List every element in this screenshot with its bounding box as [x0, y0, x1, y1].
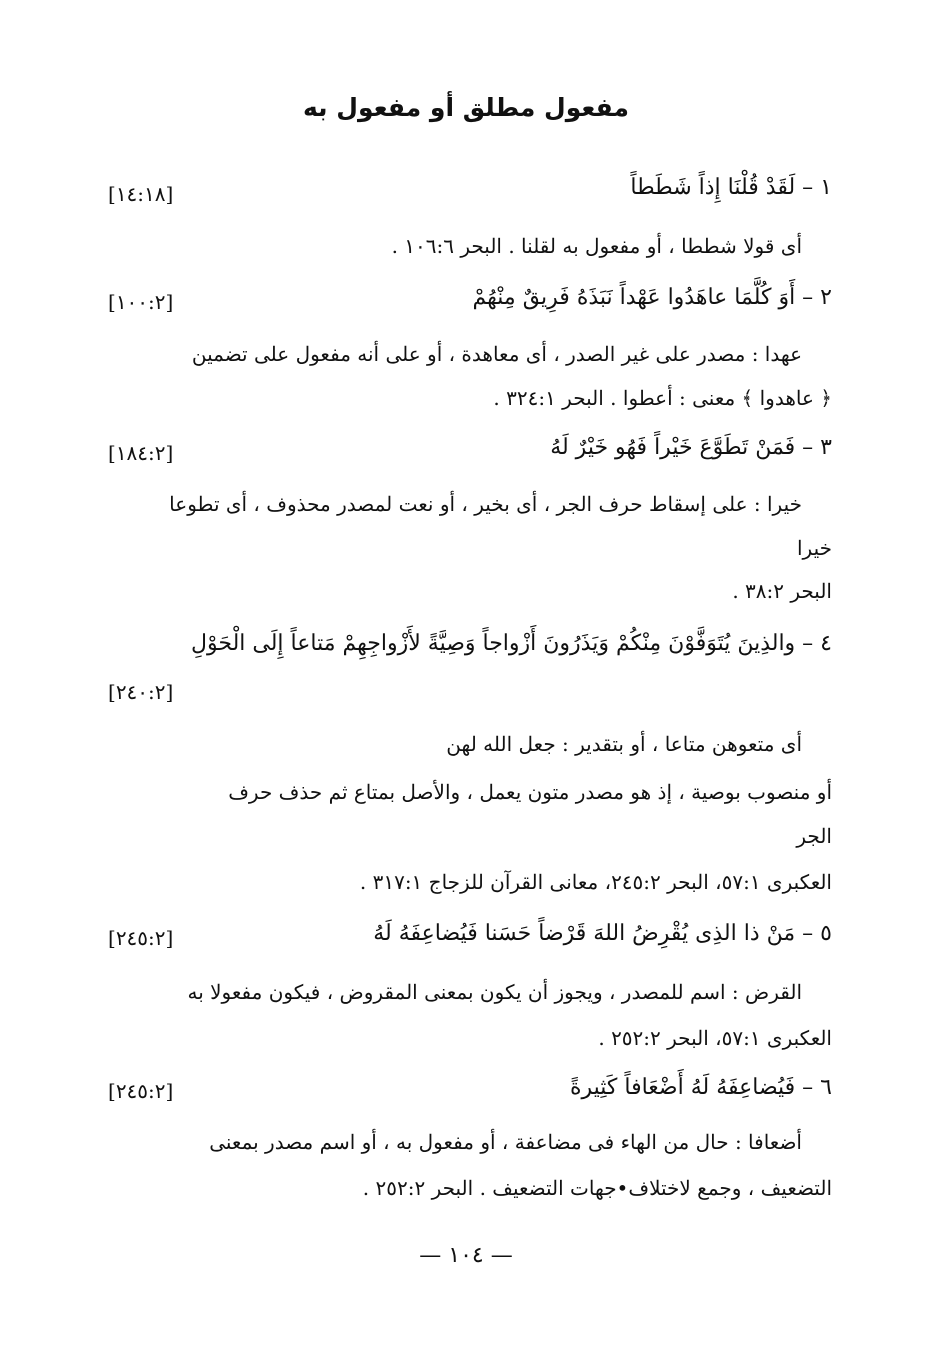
verse-5-reference: [٢٤٥:٢]	[108, 926, 174, 950]
verse-1: ١ – لَقَدْ قُلْنَا إِذاً شَطَطاً	[630, 175, 832, 200]
note-3-line-3: البحر ٣٨:٢ .	[732, 579, 832, 603]
note-6-line-1: أضعافا : حال من الهاء فى مضاعفة ، أو مفعول به ، أو اسم مصدر بمعنى	[209, 1130, 802, 1154]
note-4-line-1: أى متعوهن متاعا ، أو بتقدير : جعل الله لهن	[446, 732, 802, 756]
note-4-line-2: أو منصوب بوصية ، إذ هو مصدر متون يعمل ، والأصل بمتاع ثم حذف حرف	[228, 780, 832, 804]
page-number: — ١٠٤ —	[419, 1243, 513, 1268]
page-title: مفعول مطلق أو مفعول به	[303, 93, 629, 122]
verse-2: ٢ – أَوَ كُلَّمَا عاهَدُوا عَهْداً نَبَذَهُ فَرِيقٌ مِنْهُمْ	[472, 285, 832, 310]
verse-2-reference: [١٠٠:٢]	[108, 290, 174, 314]
note-3-line-2: خيرا	[797, 536, 832, 560]
note-2-line-2: ﴿ عاهدوا ﴾ معنى : أعطوا . البحر ٣٢٤:١ .	[493, 386, 832, 410]
verse-6-reference: [٢٤٥:٢]	[108, 1079, 174, 1103]
verse-3: ٣ – فَمَنْ تَطَوَّعَ خَيْراً فَهُو خَيْرٌ لَهُ	[550, 435, 832, 460]
verse-3-reference: [١٨٤:٢]	[108, 441, 174, 465]
note-5-line-1: القرض : اسم للمصدر ، ويجوز أن يكون بمعنى المقروض ، فيكون مفعولا به	[187, 980, 802, 1004]
note-5-line-2: العكبرى ٥٧:١، البحر ٢٥٢:٢ .	[598, 1026, 832, 1050]
note-2-line-1: عهدا : مصدر على غير الصدر ، أى معاهدة ، أو على أنه مفعول على تضمين	[191, 342, 802, 366]
verse-4: ٤ – والذِينَ يُتَوَفَّوْنَ مِنْكُمْ وَيَذَرُونَ أَزْواجاً وَصِيَّةً لأَزْواجِهِمْ مَتاعاً إِلَى الْحَوْلِ	[191, 631, 832, 656]
note-1-line-1: أى قولا شططا ، أو مفعول به لقلنا . البحر ١٠٦:٦ .	[391, 234, 802, 258]
note-6-line-2: التضعيف ، وجمع لاختلاف•جهات التضعيف . البحر ٢٥٢:٢ .	[362, 1176, 832, 1200]
note-4-line-3: الجر	[796, 824, 832, 848]
verse-1-reference: [١٤:١٨]	[108, 182, 174, 206]
verse-4-reference: [٢٤٠:٢]	[108, 680, 174, 704]
note-4-line-4: العكبرى ٥٧:١، البحر ٢٤٥:٢، معانى القرآن للزجاج ٣١٧:١ .	[359, 870, 832, 894]
note-3-line-1: خيرا : على إسقاط حرف الجر ، أى بخير ، أو نعت لمصدر محذوف ، أى تطوعا	[169, 492, 802, 516]
verse-6: ٦ – فَيُضاعِفَهُ لَهُ أَضْعَافاً كَثِيرةً	[569, 1075, 832, 1100]
verse-5: ٥ – مَنْ ذا الذِى يُقْرِضُ اللهَ قَرْضاً حَسَنا فَيُضاعِفَهُ لَهُ	[373, 921, 832, 946]
